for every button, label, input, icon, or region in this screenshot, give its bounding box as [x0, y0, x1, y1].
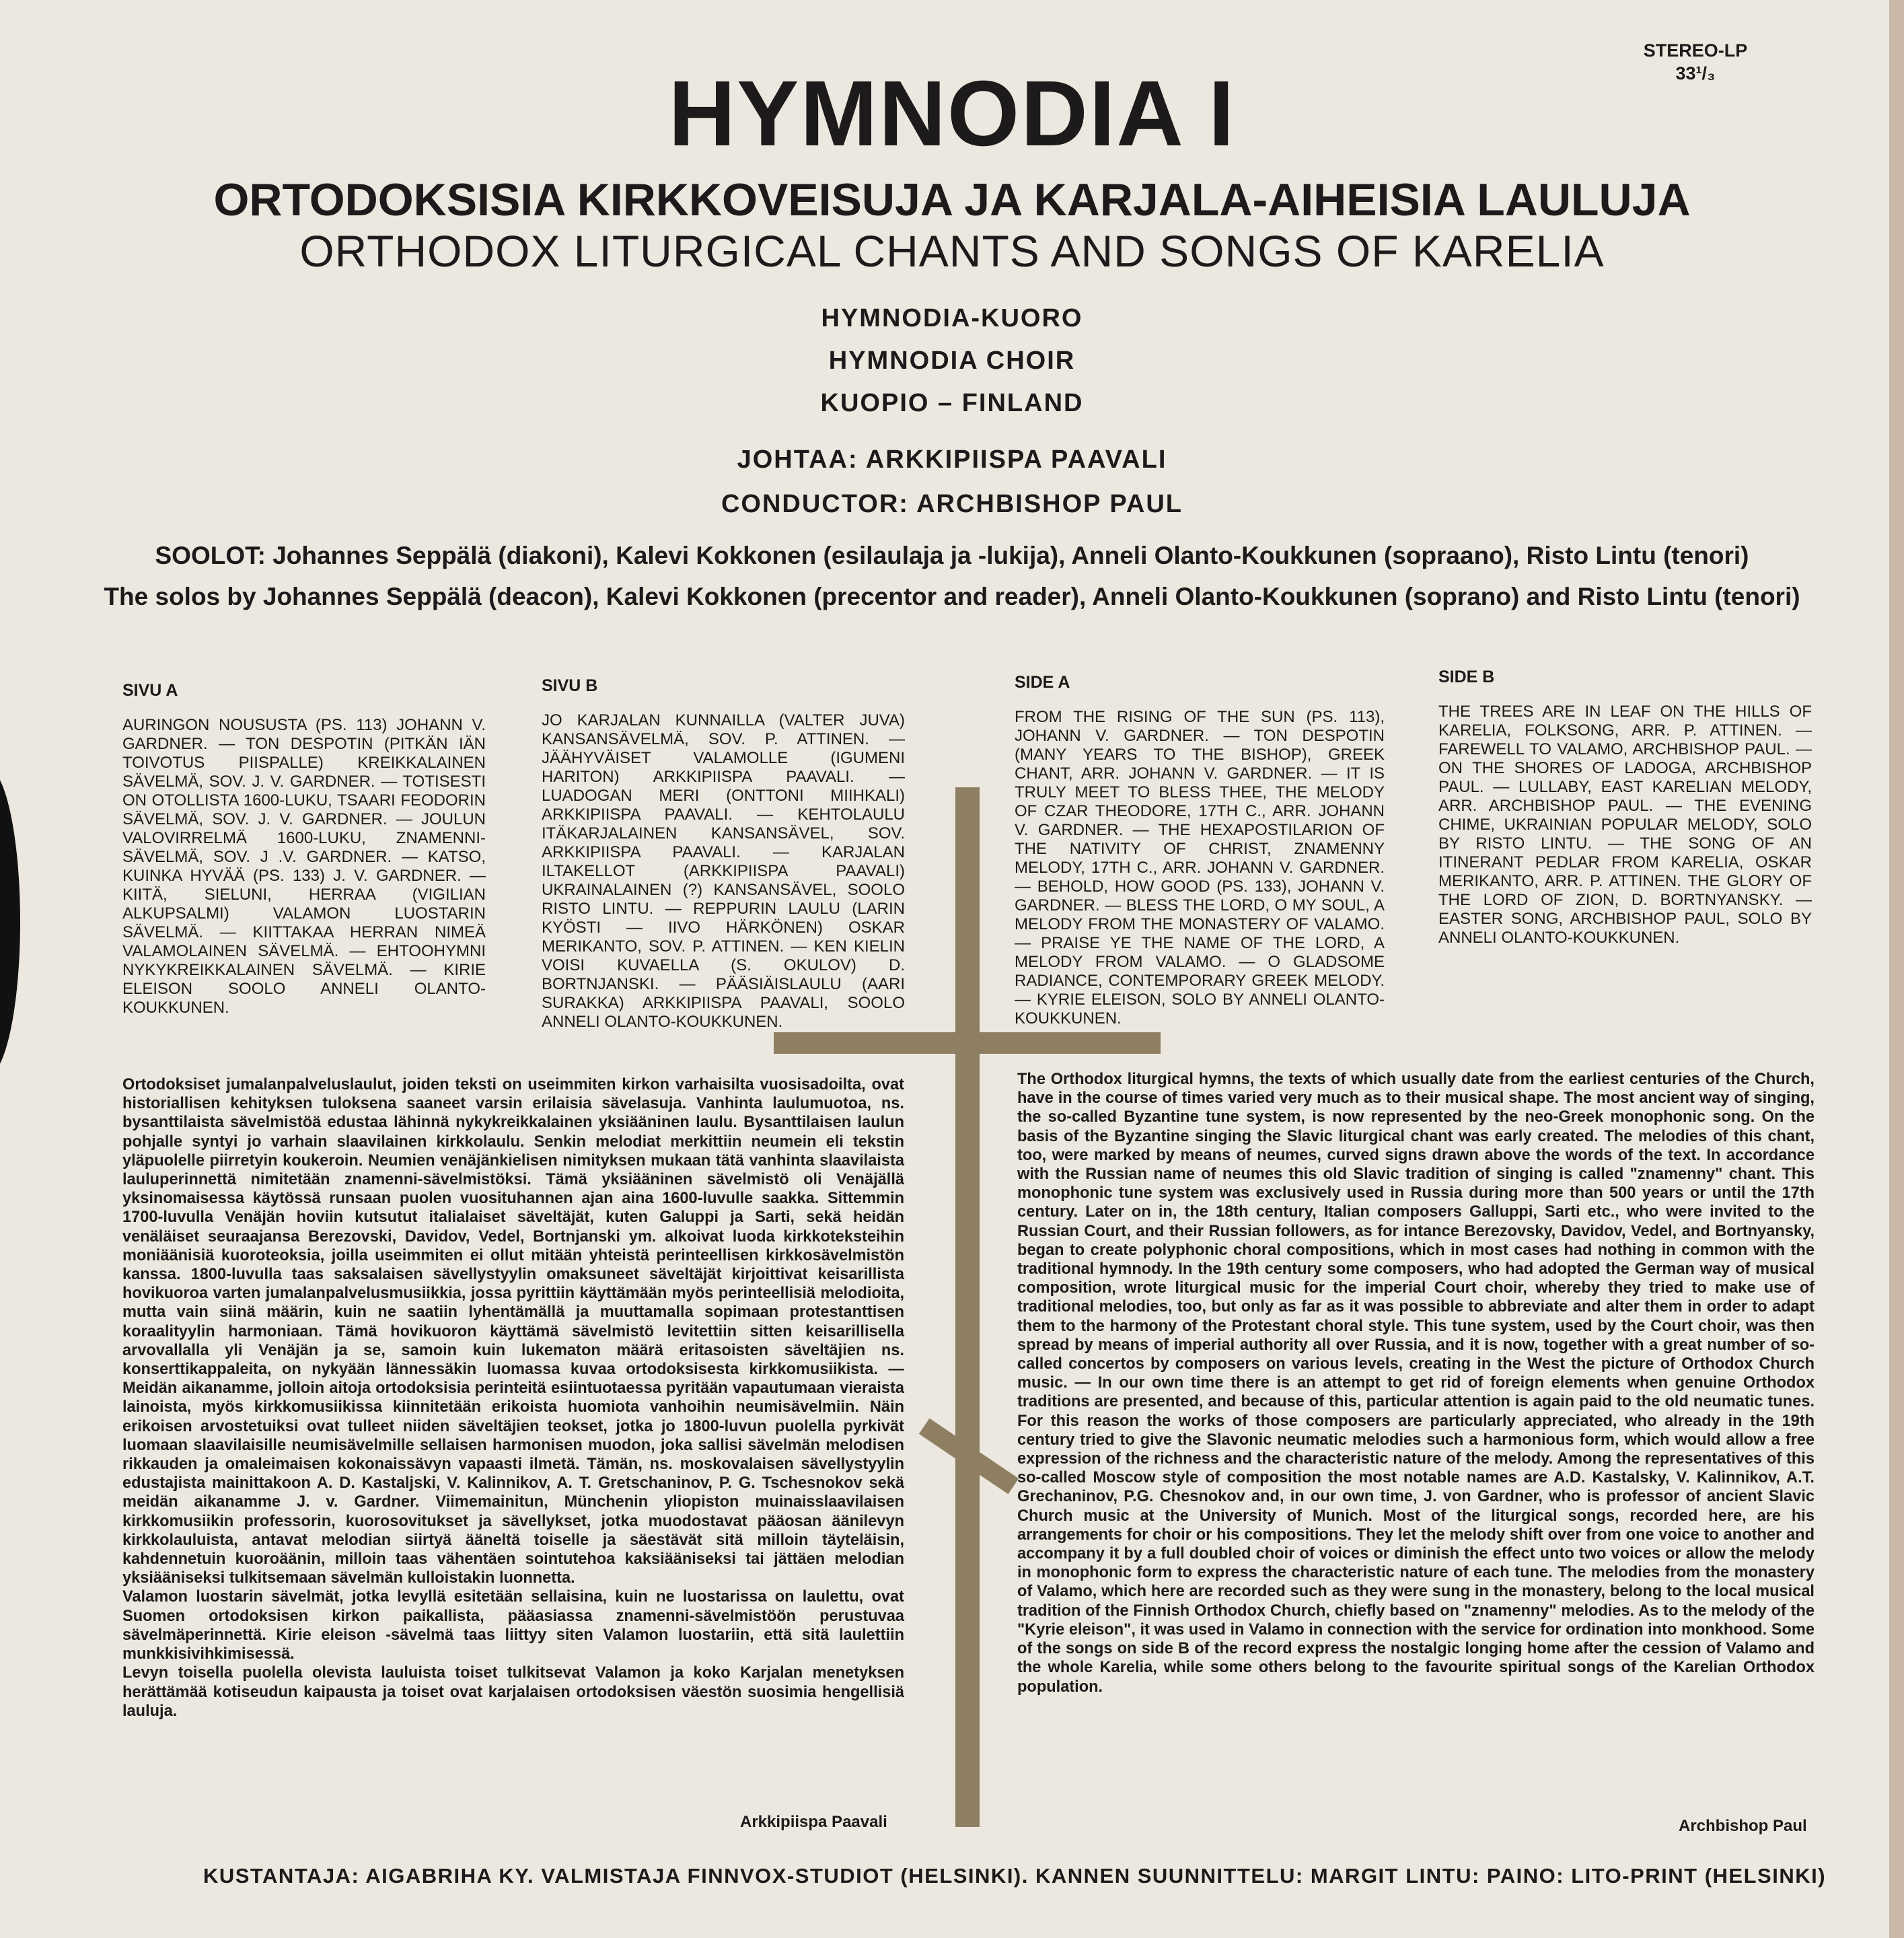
tracklist-side-a: [1015, 673, 1385, 1028]
vinyl-record-edge: [0, 767, 20, 1077]
subtitle-english: ORTHODOX LITURGICAL CHANTS AND SONGS OF KARELIA: [299, 226, 1605, 276]
tracklist-sivu-a: [122, 681, 486, 1017]
tracklist-side-b: [1438, 668, 1812, 947]
signature-english: Archbishop Paul: [1679, 1817, 1807, 1835]
essay-paragraph: Ortodoksiset jumalanpalveluslaulut, joiden teksti on useimmiten kirkon varhaisilta vuosisadoilta, ovat historiallisen kehityksen tuloksena saaneet varsin erilaisia sävelasuja. Vanhinta laulumuotoa, ns. bysanttilaista sävelmistöä edustaa lähinnä nykykreikkalainen yksiääninen laulu. Bysanttilaisen laulun pohjalle syntyi jo varhain slaavilainen kirkkolaulu. Senkin melodiat merkittiin neumein eli tekstin yläpuolelle piirretyin koukeroin. Neumien venäjänkielisen nimityksen mukaan tätä vanhinta slaavilaista lauluperinnettä nimitetään znamenni-sävelmistöksi. Tämä yksiääninen sävelmistö oli Venäjällä yksinomaisessa käytössä runsaan puolen vuosituhannen ajan aina 1600-luvulle saakka. Sittemmin 1700-luvulla Venäjän hoviin kutsutut italialaiset säveltäjät, kuten Galuppi ja Sarti, sekä heidän venäläiset seuraajansa Berezovski, Davidov, Vedel, Bortnjanski ym. alkoivat luoda kirkkoteksteihin moniäänisiä kuoroteoksia, joilla useimmiten ei ollut mitään yhteistä perinteellisen kirkkosävelmistön kanssa. 1800-luvulla taas saksalaisen sävellystyylin omaksuneet säveltäjät kirjoittivat keisarillista hovikuoroa varten jumalanpalvelusmusiikkia, jossa pyrittiin käyttämään myös perinteellisiä melodioita, mutta vain siinä määrin, kuin ne saatiin lyhentämällä ja muuttamalla sopimaan protestanttisen koraalityylin harmoniaan. Tämä hovikuoron käyttämä sävelmistö levitettiin sitten keisarillisella arvovallalla yli Venäjän ja se, samoin kuin lukematon määrä eritasoisten säveltäjien ns. konserttikappaleita, on nykyään lännessäkin luomassa kuvaa ortodoksisesta kirkkomusiikista. — Meidän aikanamme, jolloin aitoja ortodoksisia perinteitä esiintuotaessa pyritään vapautumaan vieraista lainoista, myös kirkkomusiikissa kiinnitetään erikoista huomiota vanhoihin neumisävelmiin. Näin erikoisen arvostetuiksi ovat tulleet niiden säveltäjien teokset, jotka jo 1800-luvun puolella pyrkivät luomaan slaavilaisille neumisävelmille sellaisen harmonisen muodon, joka sallisi sävelmän melodisen rikkauden ja omaleimaisen kokonaissävyn vapaasti ilmetä. Tämän, ns. moskovalaisen sävellystyylin edustajista mainittakoon A. D. Kastaljski, V. Kalinnikov, A. T. Gretschaninov, P. G. Tschesnokov sekä meidän aikanamme J. v. Gardner. Viimemainitun, Münchenin yliopiston muinaisslaavilaisen kirkkomusiikin professorin, kuorosovitukset ja sävellykset, jotka muodostavat pääosan äänilevyn kirkkolauluista, antavat melodian siirtyä ääneltä toiselle ja säestävät sitä milloin täyteläisin, kahdennetuin kuoroäänin, milloin taas vähentäen sointutehoa kaksiääniseksi tai jättäen melodian yksiääniseksi tulkitsemaan sävelmän kulloistakin luonnetta.: [122, 1076, 904, 1587]
signature-finnish: Arkkipiispa Paavali: [740, 1813, 887, 1831]
tracklist-text: FROM THE RISING OF THE SUN (PS. 113), JOHANN V. GARDNER. — TON DESPOTIN (MANY YEARS TO THE BISHOP), GREEK CHANT, ARR. JOHANN V. GARDNER. — IT IS TRULY MEET TO BLESS THEE, THE MELODY OF CZAR THEODORE, 17TH C., ARR. JOHANN V. GARDNER. — THE HEXAPOSTILARION OF THE NATIVITY OF CHRIST, ZNAMENNY MELODY, 17TH C., ARR. JOHANN V. GARDNER. — BEHOLD, HOW GOOD (PS. 133), JOHANN V. GARDNER. — BLESS THE LORD, O MY SOUL, A MELODY FROM THE MONASTERY OF VALAMO. — PRAISE YE THE NAME OF THE LORD, A MELODY FROM VALAMO. — O GLADSOME RADIANCE, CONTEMPORARY GREEK MELODY. — KYRIE ELEISON, SOLO BY ANNELI OLANTO-KOUKKUNEN.: [1015, 708, 1385, 1028]
tracklist-text: THE TREES ARE IN LEAF ON THE HILLS OF KARELIA, FOLKSONG, ARR. P. ATTINEN. — FAREWELL TO VALAMO, ARCHBISHOP PAUL. — ON THE SHORES OF LADOGA, ARCHBISHOP PAUL. — LULLABY, EAST KARELIAN MELODY, ARR. ARCHBISHOP PAUL. — THE EVENING CHIME, UKRAINIAN POPULAR MELODY, SOLO BY RISTO LINTU. — THE SONG OF AN ITINERANT PEDLAR FROM KARELIA, OSKAR MERIKANTO, ARR. P. ATTINEN. THE GLORY OF THE LORD OF ZION, D. BORTNYANSKY. — EASTER SONG, ARCHBISHOP PAUL, SOLO BY ANNELI OLANTO-KOUKKUNEN.: [1438, 703, 1812, 947]
tracklist-heading: SIDE A: [1015, 673, 1070, 692]
format-line-2: 33¹/₃: [1675, 63, 1716, 83]
credits-footer: KUSTANTAJA: AIGABRIHA KY. VALMISTAJA FINNVOX-STUDIOT (HELSINKI). KANNEN SUUNNITTELU: MARGIT LINTU: PAINO: LITO-PRINT (HELSINKI): [203, 1864, 1827, 1888]
album-title: HYMNODIA I: [668, 62, 1236, 166]
essay-paragraph: The Orthodox liturgical hymns, the texts of which usually date from the earliest centuries of the Church, have in the course of times varied very much as to their musical shape. The most ancient way of singing, the so-called Byzantine tune system, is now represented by the neo-Greek monophonic song. On the basis of the Byzantine singing the Slavic liturgical chant was early created. The melodies of this chant, too, were marked by means of neumes, curved signs drawn above the words of the text. In accordance with the Russian name of neumes this old Slavic tradition of singing is called "znamenny" chant. This monophonic tune system was exclusively used in Russia during more than 500 years or until the 17th century. Later on in, the 18th century, Italian composers Galluppi, Sarti etc., who were invited to the Russian Court, and their Russian followers, as for intance Berezovsky, Davidov, Vedel, and Bortnyansky, began to create polyphonic choral compositions, which in most cases had nothing in common with the traditional hymnody. In the 19th century some composers, who had adopted the German way of musical composition, wrote liturgical music for the imperial Court choir, whereby they tried to make use of traditional melodies, too, but only as far as it was possible to abbreviate and alter them in order to adapt them to the harmony of the Protestant choral style. This tune system, used by the Court choir, was then spread by means of imperial authority all over Russia, and it is now, together with a great number of so-called concertos by composers on various levels, creating in the West the picture of Orthodox Church music. — In our own time there is an attempt to get rid of foreign elements when genuine Orthodox traditions are presented, and because of this, particular attention is again paid to the old neumatic tunes. For this reason the works of those composers are particularly appreciated, who already in the 19th century tried to give the Slavonic neumatic melodies such a harmonious form, which would allow a free expression of the richness and the characteristic nature of the melody. Among the representatives of this so-called Moscow style of composition the most notable names are A.D. Kastalsky, V. Kalinnikov, A.T. Grechaninov, P.G. Chesnokov and, in our own time, J. von Gardner, who is professor of ancient Slavic Church music at the University of Munich. Most of the liturgical songs, recorded here, are his arrangements for choir or his compositions. They let the melody shift over from one voice to another and accompany it by a full doubled choir of voices or diminish the effect unto two voices or allow the melody in monophonic form to express the characteristic nature of each tune. The melodies from the monastery of Valamo, which here are recorded such as they were sung in the monastery, belong to the local musical tradition of the Finnish Orthodox Church, chiefly based on "znamenny" melodies. As to the melody of the "Kyrie eleison", it was used in Valamo in connection with the service for ordination into monkhood. Some of the songs on side B of the record express the nostalgic longing home after the cession of Valamo and the whole Karelia, while some others belong to the favourite spiritual songs of the Karelian Orthodox population.: [1017, 1071, 1815, 1696]
tracklist-text: AURINGON NOUSUSTA (PS. 113) JOHANN V. GARDNER. — TON DESPOTIN (PITKÄN IÄN TOIVOTUS PIISPALLE) KREIKKALAINEN SÄVELMÄ, SOV. J. V. GARDNER. — TOTISESTI ON OTOLLISTA 1600-LUKU, TSAARI FEODORIN SÄVELMÄ, SOV. J. V. GARDNER. — JOULUN VALOVIRRELMÄ 1600-LUKU, ZNAMENNI-SÄVELMÄ, SOV. J .V. GARDNER. — KATSO, KUINKA HYVÄÄ (PS. 133) J. V. GARDNER. — KIITÄ, SIELUNI, HERRAA (VIGILIAN ALKUPSALMI) VALAMON LUOSTARIN SÄVELMÄ. — KIITTAKAA HERRAN NIMEÄ VALAMOLAINEN SÄVELMÄ. — EHTOOHYMNI NYKYKREIKKALAINEN SÄVELMÄ. — KIRIE ELEISON SOOLO ANNELI OLANTO-KOUKKUNEN.: [122, 716, 486, 1017]
choir-location: KUOPIO – FINLAND: [820, 389, 1084, 417]
tracklist-heading: SIVU B: [542, 676, 598, 695]
soloists-finnish: SOOLOT: Johannes Seppälä (diakoni), Kalevi Kokkonen (esilaulaja ja -lukija), Anneli Olanto-Koukkunen (sopraano), Risto Lintu (tenori): [155, 542, 1749, 569]
choir-name-finnish: HYMNODIA-KUORO: [821, 304, 1083, 332]
conductor-english: CONDUCTOR: ARCHBISHOP PAUL: [721, 490, 1183, 518]
format-line-1: STEREO-LP: [1643, 40, 1748, 61]
sleeve-edge: [1889, 0, 1904, 1938]
tracklist-heading: SIDE B: [1438, 668, 1495, 686]
subtitle-finnish: ORTODOKSISIA KIRKKOVEISUJA JA KARJALA-AIHEISIA LAULUJA: [213, 174, 1691, 225]
choir-name-english: HYMNODIA CHOIR: [828, 347, 1076, 375]
cross-vertical-bar: [955, 787, 980, 1827]
essay-paragraph: Levyn toisella puolella olevista lauluista toiset tulkitsevat Valamon ja koko Karjalan menetyksen herättämää kotiseudun kaipausta ja toiset ovat karjalaisen ortodoksisen väestön suosimia hengellisiä lauluja.: [122, 1664, 904, 1720]
cross-horizontal-bar: [774, 1032, 1161, 1054]
conductor-finnish: JOHTAA: ARKKIPIISPA PAAVALI: [737, 445, 1167, 474]
tracklist-heading: SIVU A: [122, 681, 178, 700]
tracklist-text: JO KARJALAN KUNNAILLA (VALTER JUVA) KANSANSÄVELMÄ, SOV. P. ATTINEN. — JÄÄHYVÄISET VALAMOLLE (IGUMENI HARITON) ARKKIPIISPA PAAVALI. — LUADOGAN MERI (ONTTONI MIIHKALI) ARKKIPIISPA PAAVALI. — KEHTOLAULU ITÄKARJALAINEN KANSANSÄVEL, SOV. ARKKIPIISPA PAAVALI. — KARJALAN ILTAKELLOT (ARKKIPIISPA PAAVALI) UKRAINALAINEN (?) KANSANSÄVEL, SOOLO RISTO LINTU. — REPPURIN LAULU (LARIN KYÖSTI — IIVO HÄRKÖNEN) OSKAR MERIKANTO, SOV. P. ATTINEN. — KEN KIELIN VOISI KUVAELLA (S. OKULOV) D. BORTNJANSKI. — PÄÄSIÄISLAULU (AARI SURAKKA) ARKKIPIISPA PAAVALI, SOOLO ANNELI OLANTO-KOUKKUNEN.: [542, 711, 905, 1031]
essay-finnish: [122, 1075, 904, 1721]
tracklist-sivu-b: [542, 676, 905, 1032]
soloists-english: The solos by Johannes Seppälä (deacon), Kalevi Kokkonen (precentor and reader), Anneli Olanto-Koukkunen (soprano) and Risto Lintu (tenori): [104, 583, 1800, 610]
essay-paragraph: Valamon luostarin sävelmät, jotka levyllä esitetään sellaisina, kuin ne luostarissa on laulettu, ovat Suomen ortodoksisen kirkon paikallista, pääasiassa znamenni-sävelmistöön perustuvaa sävelmäperinnettä. Kirie eleison -sävelmä taas liittyy siten Valamon luostariin, että sitä laulettiin munkkisivihkimisessä.: [122, 1588, 904, 1663]
essay-english: [1017, 1070, 1815, 1696]
